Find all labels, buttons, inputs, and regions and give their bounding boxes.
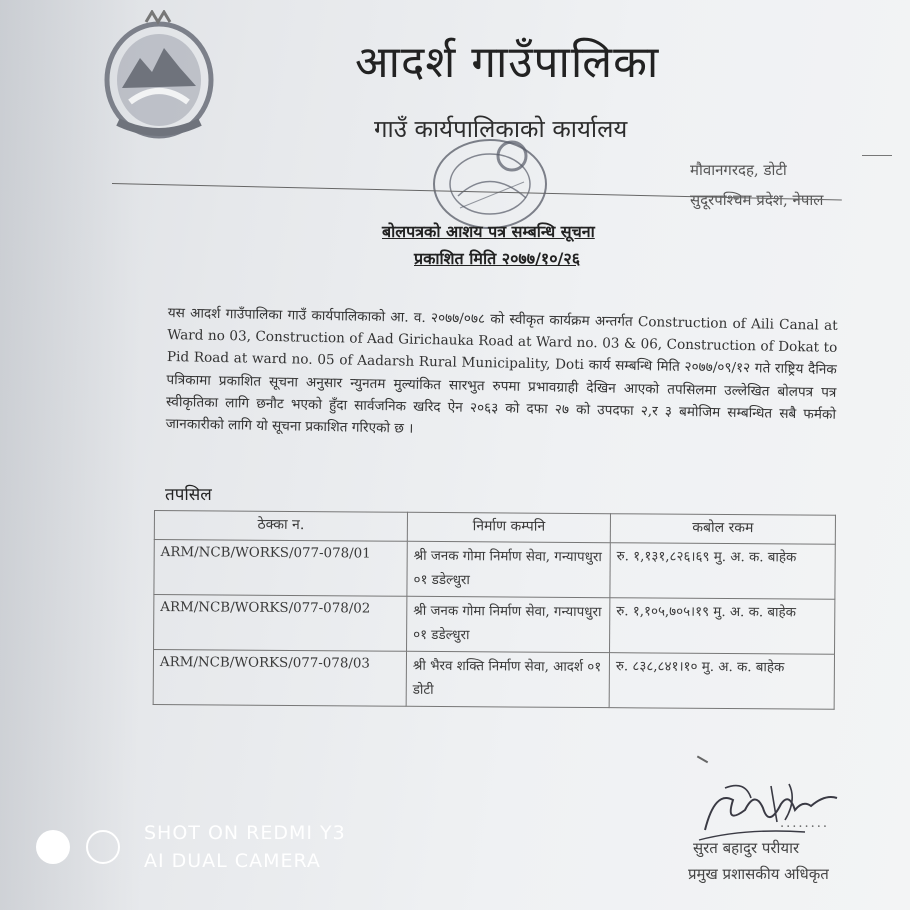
header-contract-no: ठेक्का न. bbox=[154, 511, 407, 542]
contract-no-cell: ARM/NCB/WORKS/077-078/01 bbox=[154, 540, 407, 597]
camera-watermark bbox=[36, 822, 376, 882]
edge-mark bbox=[862, 155, 892, 156]
company-cell: श्री भैरव शक्ति निर्माण सेवा, आदर्श ०१ डोटी bbox=[406, 651, 609, 707]
signature-dots: ........ bbox=[780, 816, 830, 831]
contract-no-cell: ARM/NCB/WORKS/077-078/03 bbox=[153, 650, 406, 707]
municipality-title: आदर्श गाउँपालिका bbox=[355, 37, 660, 88]
notice-body bbox=[165, 302, 837, 448]
header-company: निर्माण कम्पनि bbox=[407, 512, 610, 542]
notice-paragraph: यस आदर्श गाउँपालिका गाउँ कार्यपालिकाको आ. व. २०७७/०७८ को स्वीकृत कार्यक्रम अन्तर्गत Construction of Aili Canal at Ward no 03, Construction of Aad Girichauka Road at Ward no. 03 & 06, Construction of Dokat to Pid Road at ward no. 05 of Aadarsh Rural Municipality, Doti कार्य सम्बन्धि मिति २०७७/०९/१२ गते राष्ट्रिय दैनिक पत्रिकामा प्रकाशित सूचना अनुसार न्युनतम मुल्यांकित सारभुत रुपमा प्रभावग्राही देखिन आएको तपसिलमा उल्लेखित बोलपत्र पत्र स्वीकृतिका लागि छनौट भएको हुँदा सार्वजनिक खरिद ऐन २०६३ को दफा २७ को उपदफा २,र ३ बमोजिम सम्बन्धित सबै फर्मको जानकारीको लागि यो सूचना प्रकाशित गरिएको छ । bbox=[165, 304, 838, 437]
amount-cell: रु. १,१०५,७०५।१९ मु. अ. क. बाहेक bbox=[610, 598, 835, 655]
watermark-line-2: AI DUAL CAMERA bbox=[144, 850, 321, 872]
amount-cell: रु. ८३८,८४१।१० मु. अ. क. बाहेक bbox=[609, 653, 834, 710]
published-date: प्रकाशित मिति २०७७/१०/२६ bbox=[414, 249, 581, 268]
company-cell: श्री जनक गोमा निर्माण सेवा, गन्यापधुरा ०१ डडेल्धुरा bbox=[407, 541, 610, 597]
table-row bbox=[154, 595, 835, 655]
table-row bbox=[153, 650, 834, 710]
signatory-name: सुरत बहादुर परीयार bbox=[693, 839, 800, 857]
address-line-2: सुदूरपश्चिम प्रदेश, नेपाल bbox=[690, 191, 824, 209]
signatory-designation: प्रमुख प्रशासकीय अधिकृत bbox=[688, 865, 829, 883]
watermark-filled-circle-icon bbox=[36, 830, 70, 864]
address-line-1: मौवानगरदह, डोटी bbox=[690, 161, 787, 179]
amount-cell: रु. १,१३१,८२६।६९ मु. अ. क. बाहेक bbox=[610, 543, 835, 600]
contract-table bbox=[153, 510, 836, 710]
office-subtitle: गाउँ कार्यपालिकाको कार्यालय bbox=[374, 115, 628, 143]
company-cell: श्री जनक गोमा निर्माण सेवा, गन्यापधुरा ०१ डडेल्धुरा bbox=[407, 596, 610, 652]
details-caption: तपसिल bbox=[165, 485, 212, 505]
watermark-ring-icon bbox=[86, 830, 120, 864]
watermark-line-1: SHOT ON REDMI Y3 bbox=[144, 822, 346, 844]
notice-heading: बोलपत्रको आशय पत्र सम्बन्धि सूचना bbox=[382, 222, 595, 241]
table-header-row bbox=[154, 511, 835, 545]
table-row bbox=[154, 540, 835, 600]
header-amount: कबोल रकम bbox=[610, 514, 835, 545]
emblem-logo bbox=[100, 10, 218, 140]
contract-no-cell: ARM/NCB/WORKS/077-078/02 bbox=[154, 595, 407, 652]
